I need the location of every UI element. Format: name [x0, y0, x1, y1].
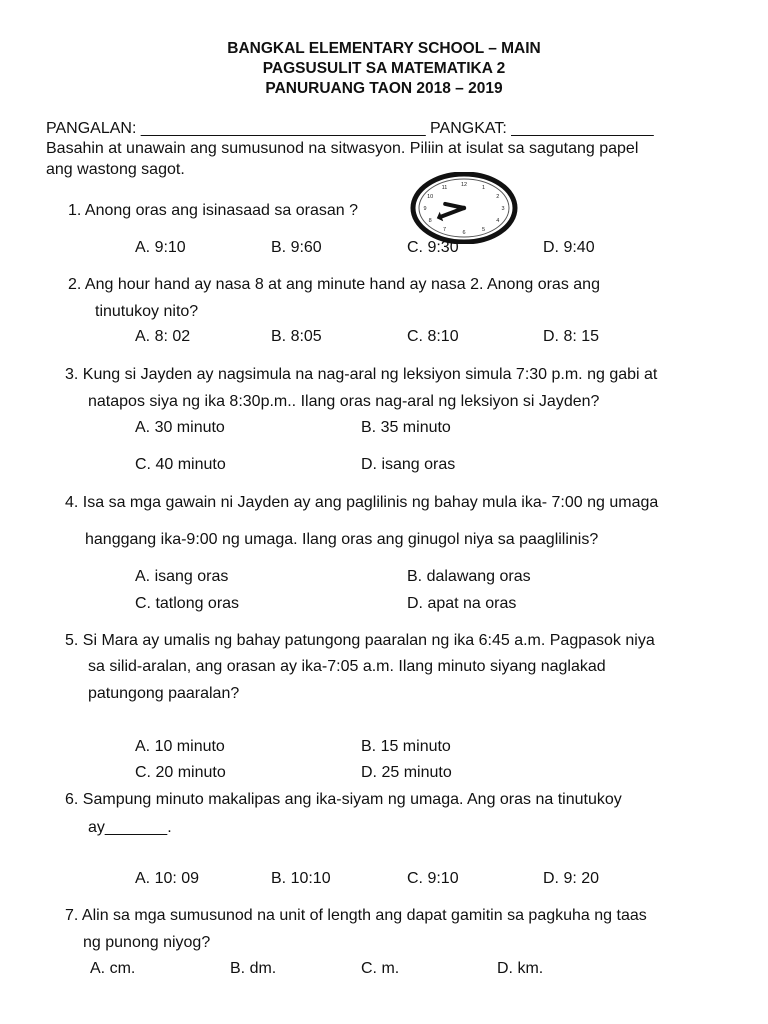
clock-numeral: 2	[496, 194, 500, 200]
clock-image	[410, 172, 518, 244]
school-year: PANURUANG TAON 2018 – 2019	[265, 80, 503, 97]
clock-numeral: 11	[441, 185, 448, 192]
name-section-field: PANGALAN: ________________________________ PANGKAT: ________________	[46, 120, 654, 137]
clock-numeral: 8	[428, 218, 432, 224]
q3-choice-c: C. 40 minuto	[135, 456, 226, 473]
q2-choice-d: D. 8: 15	[543, 328, 600, 345]
q1-choice-c: C. 9:30	[407, 239, 459, 256]
question-7-text-cont: ng punong niyog?	[83, 934, 211, 951]
q3-choice-b: B. 35 minuto	[361, 419, 451, 436]
question-2-text-cont: tinutukoy nito?	[95, 303, 199, 320]
q4-choice-b: B. dalawang oras	[407, 568, 531, 585]
question-5-text: 5. Si Mara ay umalis ng bahay patungong paaralan ng ika 6:45 a.m. Pagpasok niya	[65, 632, 655, 649]
q7-choice-d: D. km.	[497, 960, 544, 977]
clock-numeral: 4	[496, 218, 500, 224]
q7-choice-c: C. m.	[361, 960, 400, 977]
clock-numeral: 5	[481, 226, 486, 233]
clock-numeral: 12	[460, 182, 468, 188]
q5-choice-c: C. 20 minuto	[135, 764, 226, 781]
school-name: BANGKAL ELEMENTARY SCHOOL – MAIN	[227, 40, 541, 57]
q4-choice-c: C. tatlong oras	[135, 595, 240, 612]
question-7-text: 7. Alin sa mga sumusunod na unit of length ang dapat gamitin sa pagkuha ng taas	[65, 907, 647, 924]
q5-choice-a: A. 10 minuto	[135, 738, 225, 755]
exam-title: PAGSUSULIT SA MATEMATIKA 2	[262, 60, 506, 77]
question-1-text: 1. Anong oras ang isinasaad sa orasan ?	[68, 202, 358, 219]
clock-numeral: 9	[423, 206, 427, 212]
q3-choice-d: D. isang oras	[361, 456, 456, 473]
question-3-text: 3. Kung si Jayden ay nagsimula na nag-aral ng leksiyon simula 7:30 p.m. ng gabi at	[65, 366, 658, 383]
q6-choice-d: D. 9: 20	[543, 870, 600, 887]
clock-numeral: 1	[481, 185, 486, 192]
q1-choice-a: A. 9:10	[135, 239, 186, 256]
q2-choice-a: A. 8: 02	[135, 328, 191, 345]
question-4-text: 4. Isa sa mga gawain ni Jayden ay ang paglilinis ng bahay mula ika- 7:00 ng umaga	[65, 494, 659, 511]
q6-choice-c: C. 9:10	[407, 870, 459, 887]
q7-choice-a: A. cm.	[90, 960, 136, 977]
q5-choice-b: B. 15 minuto	[361, 738, 451, 755]
question-2-text: 2. Ang hour hand ay nasa 8 at ang minute hand ay nasa 2. Anong oras ang	[68, 276, 600, 293]
clock-numeral: 6	[462, 230, 466, 236]
clock-numeral: 10	[427, 194, 434, 200]
clock-numeral: 7	[442, 226, 447, 233]
question-6-text: 6. Sampung minuto makalipas ang ika-siyam ng umaga. Ang oras na tinutukoy	[65, 791, 622, 808]
q2-choice-c: C. 8:10	[407, 328, 459, 345]
instructions-line-1: Basahin at unawain ang sumusunod na sitwasyon. Piliin at isulat sa sagutang papel	[46, 140, 639, 157]
q6-choice-b: B. 10:10	[271, 870, 331, 887]
q6-choice-a: A. 10: 09	[135, 870, 200, 887]
question-6-text-cont: ay_______.	[88, 819, 172, 836]
question-3-text-cont: natapos siya ng ika 8:30p.m.. Ilang oras nag-aral ng leksiyon si Jayden?	[88, 393, 600, 410]
clock-numeral: 3	[501, 206, 505, 212]
q3-choice-a: A. 30 minuto	[135, 419, 225, 436]
q5-choice-d: D. 25 minuto	[361, 764, 452, 781]
question-5-text-cont-2: patungong paaralan?	[88, 685, 240, 702]
q4-choice-a: A. isang oras	[135, 568, 229, 585]
q2-choice-b: B. 8:05	[271, 328, 322, 345]
q1-choice-b: B. 9:60	[271, 239, 322, 256]
q4-choice-d: D. apat na oras	[407, 595, 517, 612]
q1-choice-d: D. 9:40	[543, 239, 595, 256]
question-5-text-cont-1: sa silid-aralan, ang orasan ay ika-7:05 a.m. Ilang minuto siyang naglakad	[88, 658, 606, 675]
instructions-line-2: ang wastong sagot.	[46, 161, 185, 178]
question-4-text-cont: hanggang ika-9:00 ng umaga. Ilang oras ang ginugol niya sa paaglilinis?	[85, 531, 599, 548]
q7-choice-b: B. dm.	[230, 960, 277, 977]
